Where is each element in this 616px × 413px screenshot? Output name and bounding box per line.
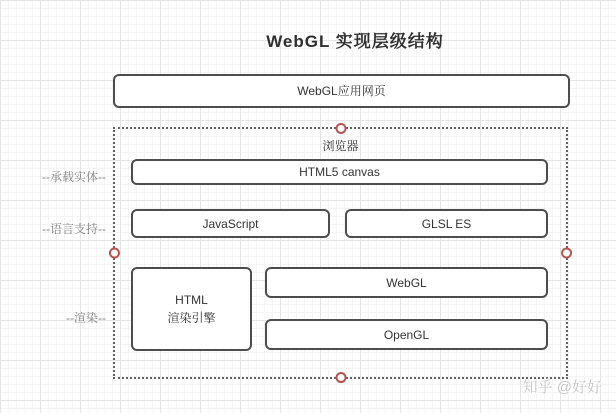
connection-point-top-icon xyxy=(335,123,346,134)
side-label-render: --渲染-- xyxy=(66,311,106,325)
node-javascript xyxy=(131,209,330,238)
node-webgl-app-page xyxy=(113,74,570,108)
connection-point-bottom-icon xyxy=(335,372,346,383)
node-webgl-label: WebGL xyxy=(386,275,427,290)
node-webgl-app-page-label: WebGL应用网页 xyxy=(297,84,386,98)
node-html-render-engine-label-line1: HTML xyxy=(175,293,208,307)
node-html5-canvas xyxy=(131,159,548,185)
connection-point-right-icon xyxy=(561,248,572,259)
node-opengl-label: OpenGL xyxy=(383,327,430,342)
node-html-render-engine-label-line2: 渲染引擎 xyxy=(167,311,216,325)
node-html-render-engine xyxy=(131,267,252,351)
connection-point-left-icon xyxy=(109,248,120,259)
node-html5-canvas-label: HTML5 canvas xyxy=(299,165,380,179)
node-webgl xyxy=(265,267,548,298)
side-label-carrier-entity: --承载实体-- xyxy=(42,170,106,184)
node-opengl xyxy=(265,319,548,350)
node-glsl-es-label: GLSL ES xyxy=(421,216,472,231)
node-javascript-label: JavaScript xyxy=(202,216,259,231)
node-glsl-es xyxy=(345,209,548,238)
diagram-title: WebGL 实现层级结构 xyxy=(266,32,444,51)
node-browser-label: 浏览器 xyxy=(322,139,359,153)
watermark: 知乎 @好好 xyxy=(522,379,602,396)
side-label-language-support: --语言支持-- xyxy=(42,222,106,236)
